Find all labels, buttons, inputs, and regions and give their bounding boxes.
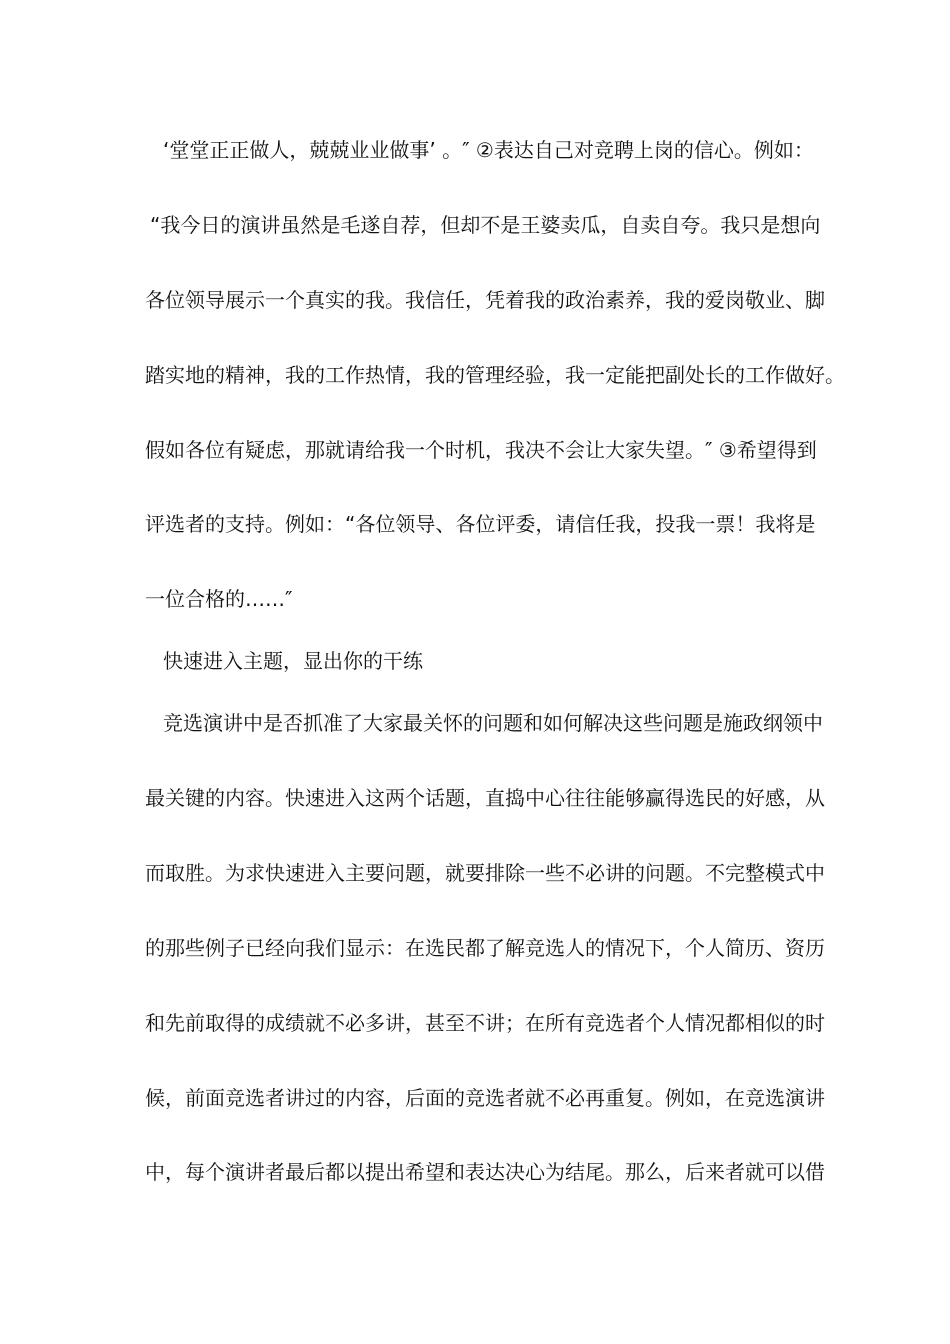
- paragraph-first-line: 竞选演讲中是否抓准了大家最关怀的问题和如何解决这些问题是施政纲领中: [163, 711, 823, 735]
- section-heading: 快速进入主题，显出你的干练: [163, 649, 423, 673]
- text-line: ‘堂堂正正做人，兢兢业业做事’ 。″ ②表达自己对竞聘上岗的信心。例如：: [163, 138, 814, 162]
- text-line: 和先前取得的成绩就不必多讲，甚至不讲；在所有竞选者个人情况都相似的时: [145, 1011, 825, 1035]
- text-line: 评选者的支持。例如：“各位领导、各位评委，请信任我，投我一票！我将是: [145, 512, 816, 536]
- text-line: 候，前面竞选者讲过的内容，后面的竞选者就不必再重复。例如，在竞选演讲: [145, 1086, 825, 1110]
- text-line: 而取胜。为求快速进入主要问题，就要排除一些不必讲的问题。不完整模式中: [145, 861, 825, 885]
- text-line: “我今日的演讲虽然是毛遂自荐，但却不是王婆卖瓜，自卖自夸。我只是想向: [150, 213, 821, 237]
- text-line: 一位合格的……″: [145, 587, 293, 611]
- text-line: 最关键的内容。快速进入这两个话题，直捣中心往往能够赢得选民的好感，从: [145, 786, 825, 810]
- text-line: 的那些例子已经向我们显示：在选民都了解竞选人的情况下，个人简历、资历: [145, 936, 825, 960]
- text-line: 假如各位有疑虑，那就请给我一个时机，我决不会让大家失望。″ ③希望得到: [145, 438, 817, 462]
- text-line: 中，每个演讲者最后都以提出希望和表达决心为结尾。那么，后来者就可以借: [145, 1160, 825, 1184]
- text-line: 各位领导展示一个真实的我。我信任，凭着我的政治素养，我的爱岗敬业、脚: [145, 288, 825, 312]
- text-line: 踏实地的精神，我的工作热情，我的管理经验，我一定能把副处长的工作做好。: [145, 363, 845, 387]
